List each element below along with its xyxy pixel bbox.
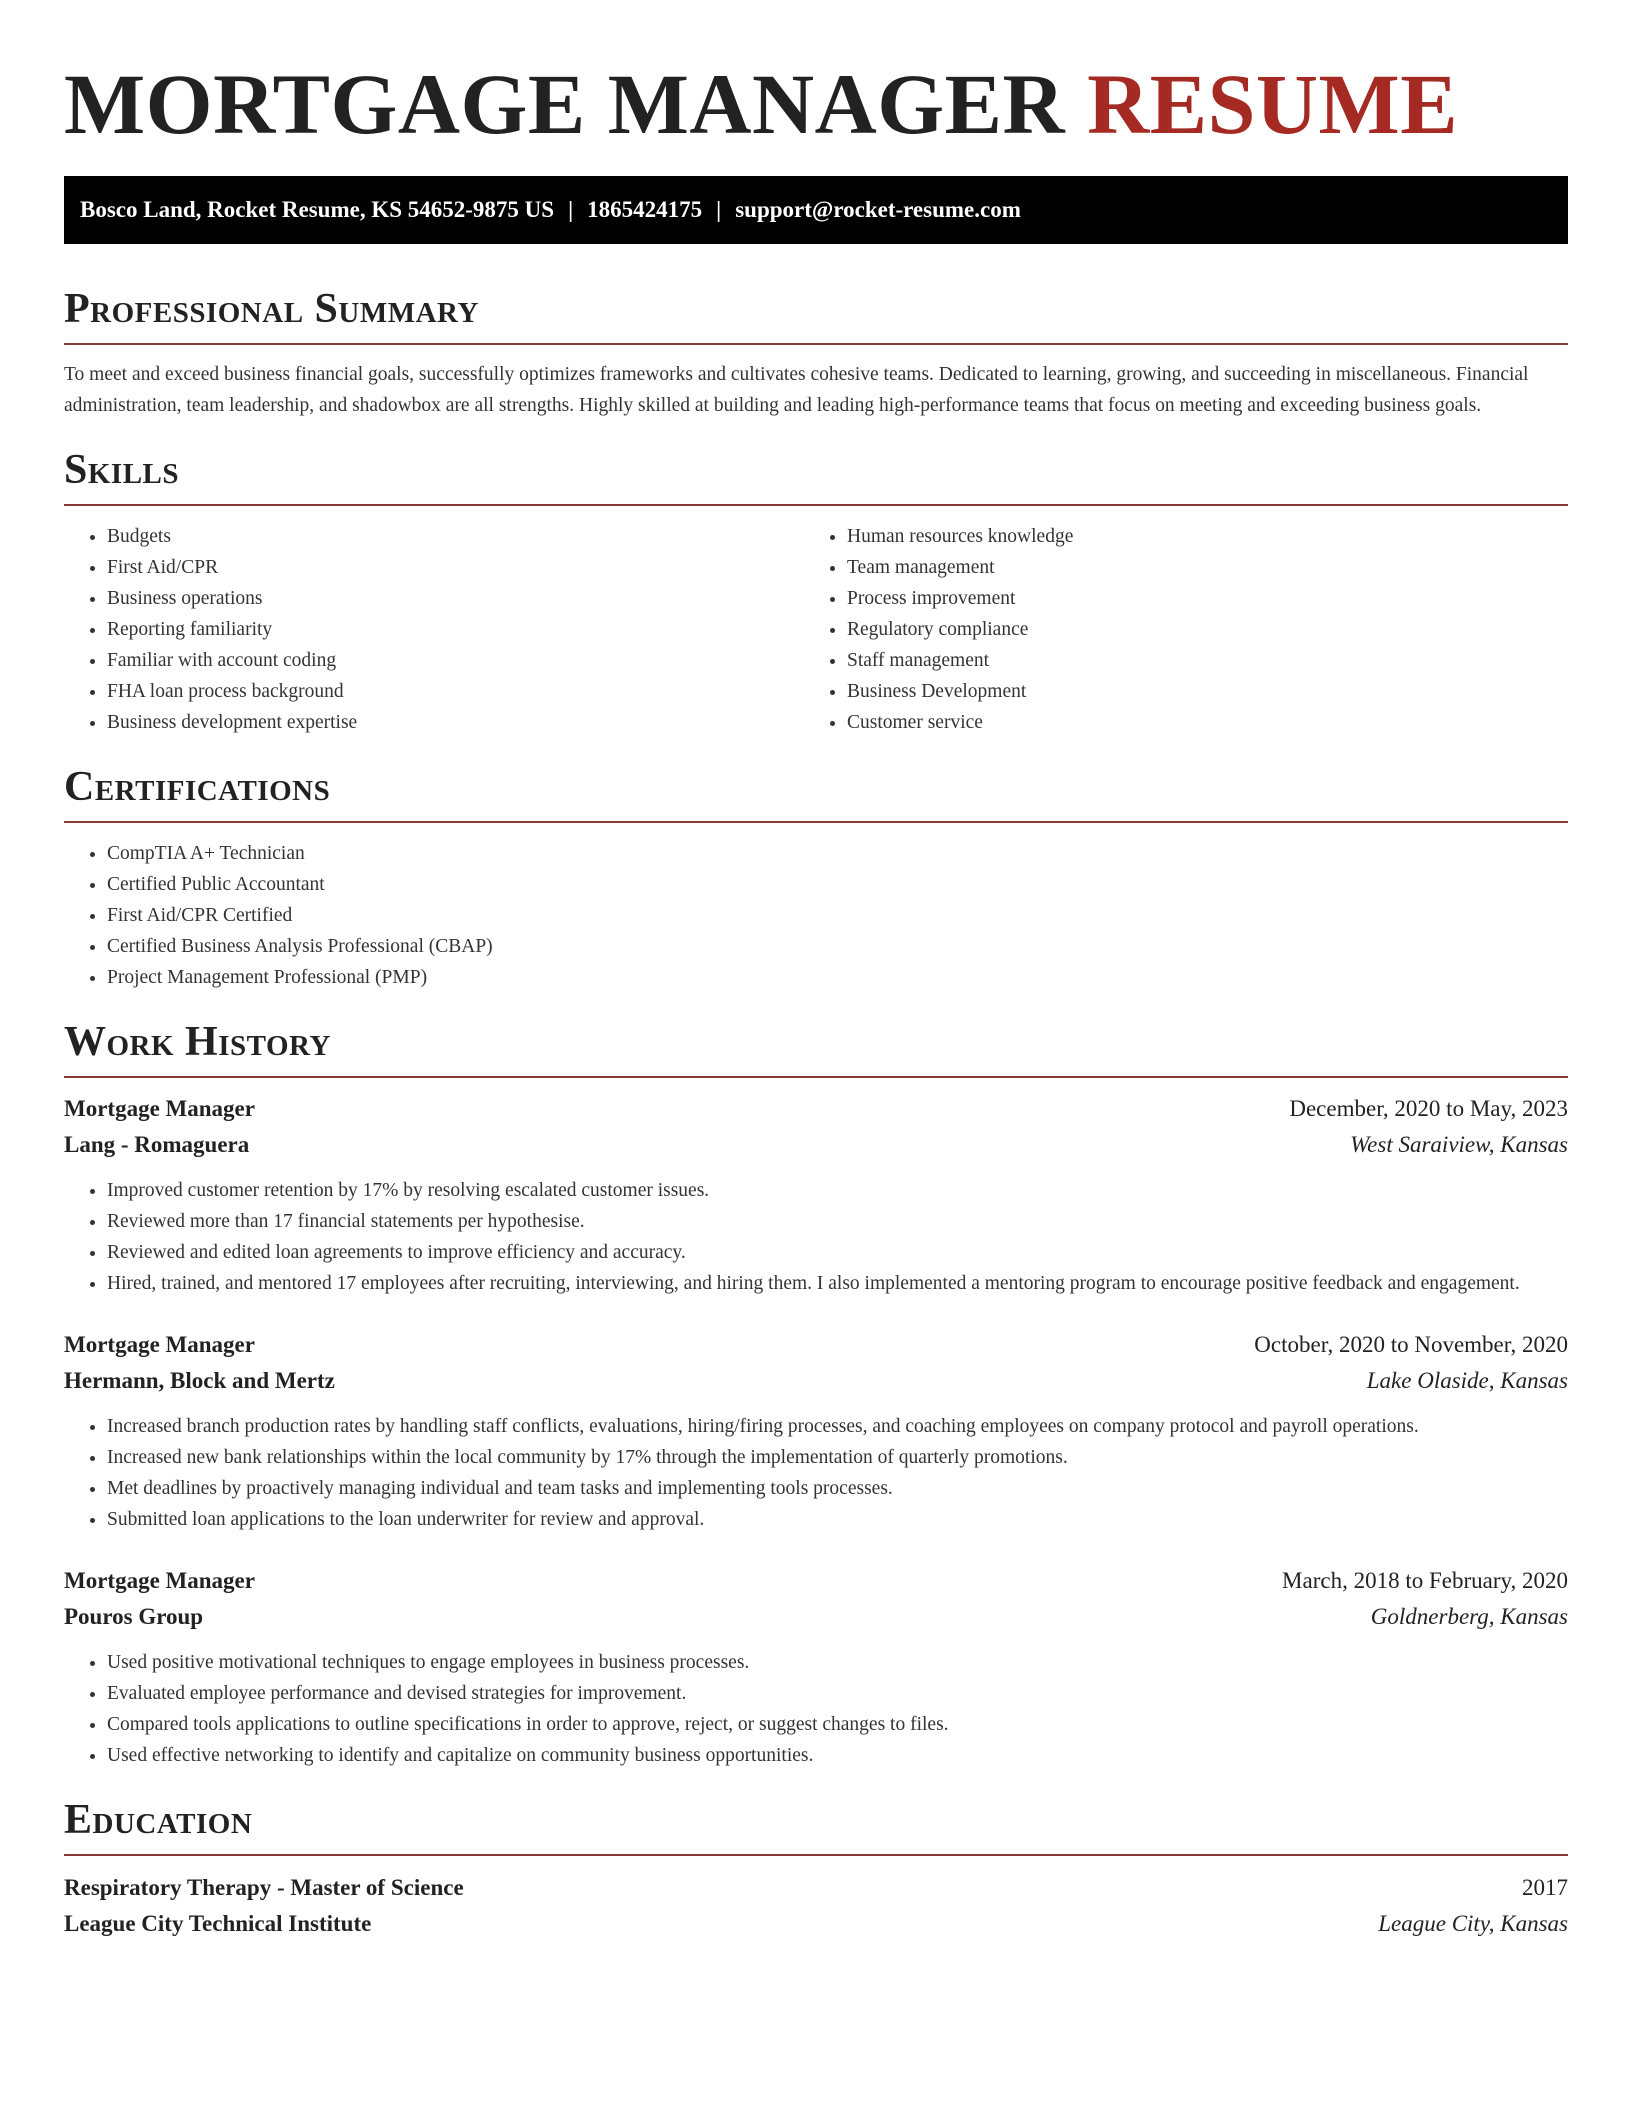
job-header-row bbox=[64, 1091, 1568, 1127]
job-company-row bbox=[64, 1127, 1568, 1163]
job-entry bbox=[64, 1091, 1568, 1299]
job-title: Mortgage Manager bbox=[64, 1568, 255, 1593]
job-entry bbox=[64, 1327, 1568, 1535]
job-entry bbox=[64, 1563, 1568, 1771]
contact-email: support@rocket-resume.com bbox=[735, 197, 1021, 222]
job-bullets bbox=[64, 1175, 1568, 1299]
job-dates: March, 2018 to February, 2020 bbox=[1282, 1568, 1568, 1593]
resume-title bbox=[64, 0, 1568, 160]
certifications-list bbox=[64, 838, 1568, 993]
job-bullet: • Evaluated employee performance and devised strategies for improvement. bbox=[107, 1678, 1568, 1709]
work-history-heading: Work History bbox=[64, 1019, 331, 1065]
title-accent: RESUME bbox=[1087, 56, 1459, 152]
certification-item: • First Aid/CPR Certified bbox=[107, 900, 1568, 931]
certification-item: • Certified Business Analysis Professional (CBAP) bbox=[107, 931, 1568, 962]
certification-item: • Project Management Professional (PMP) bbox=[107, 962, 1568, 993]
skill-item: • Reporting familiarity bbox=[107, 614, 804, 645]
skill-item: • Customer service bbox=[847, 707, 1544, 738]
job-bullet: • Reviewed and edited loan agreements to improve efficiency and accuracy. bbox=[107, 1237, 1568, 1268]
job-bullet: • Reviewed more than 17 financial statements per hypothesise. bbox=[107, 1206, 1568, 1237]
job-dates: October, 2020 to November, 2020 bbox=[1254, 1332, 1568, 1357]
job-bullet: • Increased new bank relationships within the local community by 17% through the implementation of quarterly promotions. bbox=[107, 1442, 1568, 1473]
work-history-list bbox=[64, 1091, 1568, 1771]
skill-item: • Regulatory compliance bbox=[847, 614, 1544, 645]
contact-address: Bosco Land, Rocket Resume, KS 54652-9875 US bbox=[80, 197, 555, 222]
certifications-heading: Certifications bbox=[64, 764, 331, 810]
job-company: Pouros Group bbox=[64, 1604, 204, 1629]
job-header-row bbox=[64, 1563, 1568, 1599]
certification-item: • Certified Public Accountant bbox=[107, 869, 1568, 900]
job-bullet: • Met deadlines by proactively managing individual and team tasks and implementing tools processes. bbox=[107, 1473, 1568, 1504]
job-company: Hermann, Block and Mertz bbox=[64, 1368, 335, 1393]
skills-heading: Skills bbox=[64, 447, 180, 493]
job-location: Goldnerberg, Kansas bbox=[1370, 1604, 1568, 1629]
job-bullet: • Increased branch production rates by handling staff conflicts, evaluations, hiring/firing processes, and coaching employees on company protocol and payroll operations. bbox=[107, 1411, 1568, 1442]
skill-item: • Familiar with account coding bbox=[107, 645, 804, 676]
skills-right-column bbox=[804, 521, 1544, 738]
education-degree: Respiratory Therapy - Master of Science bbox=[64, 1875, 464, 1900]
education-school: League City Technical Institute bbox=[64, 1911, 372, 1936]
contact-phone: 1865424175 bbox=[587, 197, 703, 222]
work-history-divider bbox=[64, 1076, 1568, 1078]
job-company-row bbox=[64, 1363, 1568, 1399]
skills-columns bbox=[64, 521, 1568, 738]
skill-item: • Business Development bbox=[847, 676, 1544, 707]
job-location: West Saraiview, Kansas bbox=[1350, 1132, 1568, 1157]
education-row-2 bbox=[64, 1906, 1568, 1942]
contact-bar bbox=[64, 176, 1568, 244]
job-header-row bbox=[64, 1327, 1568, 1363]
job-bullet: • Used positive motivational techniques to engage employees in business processes. bbox=[107, 1647, 1568, 1678]
job-bullet: • Improved customer retention by 17% by resolving escalated customer issues. bbox=[107, 1175, 1568, 1206]
education-location: League City, Kansas bbox=[1378, 1911, 1568, 1936]
skill-item: • Process improvement bbox=[847, 583, 1544, 614]
job-title: Mortgage Manager bbox=[64, 1096, 255, 1121]
job-bullet: • Used effective networking to identify and capitalize on community business opportunities. bbox=[107, 1740, 1568, 1771]
job-company: Lang - Romaguera bbox=[64, 1132, 250, 1157]
job-bullets bbox=[64, 1647, 1568, 1771]
skill-item: • Budgets bbox=[107, 521, 804, 552]
skill-item: • Staff management bbox=[847, 645, 1544, 676]
summary-text: To meet and exceed business financial goals, successfully optimizes frameworks and cultivates cohesive teams. Dedicated to learning, growing, and succeeding in miscellaneous. Financial administration, team leadership, and shadowbox are all strengths. Highly skilled at building and leading high-performance teams that focus on meeting and exceeding business goals. bbox=[64, 364, 1529, 416]
title-main: MORTGAGE MANAGER bbox=[64, 56, 1066, 152]
job-bullet: • Compared tools applications to outline specifications in order to approve, reject, or suggest changes to files. bbox=[107, 1709, 1568, 1740]
job-bullet: • Submitted loan applications to the loan underwriter for review and approval. bbox=[107, 1504, 1568, 1535]
job-bullets bbox=[64, 1411, 1568, 1535]
education-heading: Education bbox=[64, 1797, 253, 1843]
certifications-divider bbox=[64, 821, 1568, 823]
job-title: Mortgage Manager bbox=[64, 1332, 255, 1357]
summary-divider bbox=[64, 343, 1568, 345]
job-company-row bbox=[64, 1599, 1568, 1635]
education-divider bbox=[64, 1854, 1568, 1856]
contact-separator: | bbox=[568, 197, 574, 222]
education-year: 2017 bbox=[1522, 1875, 1568, 1900]
certification-item: • CompTIA A+ Technician bbox=[107, 838, 1568, 869]
skills-left-list bbox=[64, 521, 804, 738]
education-row-1 bbox=[64, 1870, 1568, 1906]
skills-right-list bbox=[804, 521, 1544, 738]
job-location: Lake Olaside, Kansas bbox=[1366, 1368, 1568, 1393]
job-bullet: • Hired, trained, and mentored 17 employees after recruiting, interviewing, and hiring them. I also implemented a mentoring program to encourage positive feedback and engagement. bbox=[107, 1268, 1568, 1299]
skills-left-column bbox=[64, 521, 804, 738]
contact-separator: | bbox=[716, 197, 722, 222]
skill-item: • Business development expertise bbox=[107, 707, 804, 738]
job-dates: December, 2020 to May, 2023 bbox=[1289, 1096, 1568, 1121]
skill-item: • Team management bbox=[847, 552, 1544, 583]
skill-item: • Human resources knowledge bbox=[847, 521, 1544, 552]
skill-item: • Business operations bbox=[107, 583, 804, 614]
summary-heading: Professional Summary bbox=[64, 286, 479, 332]
skills-divider bbox=[64, 504, 1568, 506]
education-entry bbox=[64, 1870, 1568, 1942]
skill-item: • First Aid/CPR bbox=[107, 552, 804, 583]
skill-item: • FHA loan process background bbox=[107, 676, 804, 707]
